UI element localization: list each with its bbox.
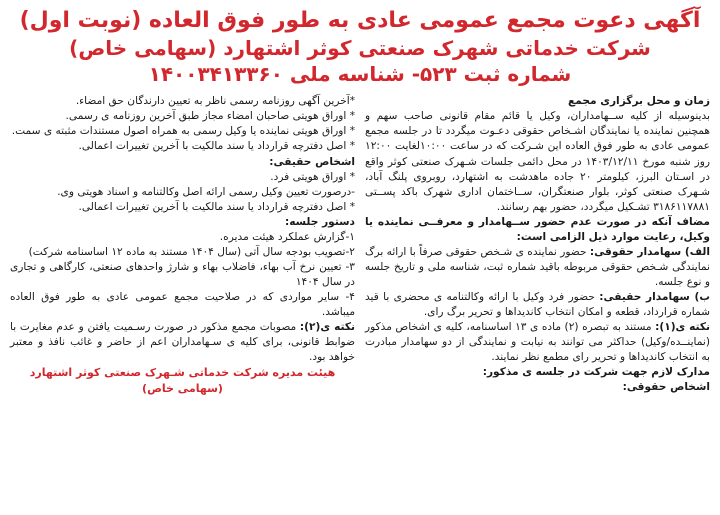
legal-shareholder-label: الف) سهامدار حقوقی: [589,245,710,258]
natural-shareholder-rule [365,290,710,320]
meeting-invitation-paragraph: بدینوسیله از کلیه ســهامداران، وکیل یا قائم مقام قانونی صاحب سهم و همچنین نماینده یا نمایندگان اشـخاص حقوقی دعـوت میگردد تا در جلسه مجمع عمومی عادی به طور فوق العاده این شـرکت که در ساعت ۱۰:۰۰لغایت ۱۲:۰۰ روز شنبه مورخ ۱۴۰۳/۱۲/۱۱ در محل دائمی جلسات شـهرک صنعتی کوثر واقع در اسـتان البرز، کیلومتر ۲۰ جاده ماهدشت به اشتهارد، روبروی پلنگ آباد، شـهرک صنعتی کوثر، بلوار صنعتگران، ســاختمان اداری شهرک باکد پســتی ۳۱۸۶۱۱۷۸۸۱ تشـکیل میگردد، حضور بهم رسانند. [365,110,710,213]
agenda-item: ۲-تصویب بودجه سال آتی (سال ۱۴۰۴ مستند به ماده ۱۲ اساسنامه شرکت) [28,245,355,258]
legal-shareholder-rule [365,245,710,290]
announcement-header [10,8,710,86]
left-column [10,94,355,396]
note-2-label: نکته ی(۲): [299,320,355,333]
legal-persons-heading: اشخاص حقوقی: [622,380,710,393]
title-line-3: شماره ثبت ۵۲۳- شناسه ملی ۱۴۰۰۳۴۱۳۳۶۰ [148,62,572,87]
note-1 [365,320,710,365]
agenda-item: ۱-گزارش عملکرد هیئت مدیره. [219,230,355,243]
note-1-text: مستند به تبصره (۲) ماده ی ۱۳ اساسنامه، کلیه ی اشخاص مذکور (نماینــده/وکیل) حداکثر می توانند به نیابت و نمایندگی از دو سهامدار مبادرت به انتخاب کاندیداها و تحریر رای مطمع نظر نمایند. [365,320,710,363]
note-2-text: مصوبات مجمع مذکور در صورت رسـمیت یافتن و عدم مغایرت با ضوابط قانونی، برای کلیه ی سـهامداران اعم از حاضر و غائب نافذ و معتبر خواهد بود. [10,320,355,363]
board-signature: هیئت مدیره شرکت خدماتی شـهرک صنعتی کوثر اشتهارد (سهامی خاص) [29,365,336,395]
body-columns [10,94,710,396]
natural-persons-heading: اشخاص حقیقی: [269,155,355,168]
right-column [365,94,710,396]
meeting-time-place-heading: زمان و محل برگزاری مجمع [568,95,710,108]
natural-doc-item: * اصل دفترچه قرارداد یا سند مالکیت با آخرین تغییرات اعمالی. [78,200,355,213]
agenda-heading: دستور جلسه: [284,215,355,228]
legal-doc-item: * اوراق هویتی نماینده یا وکیل رسمی به همراه اصول مستندات مثبته ی سمت. [11,125,355,138]
title-line-2: شرکت خدماتی شهرک صنعتی کوثر اشتهارد (سهامی خاص) [69,36,651,61]
legal-doc-item: * اوراق هویتی صاحبان امضاء مجاز طبق آخرین روزنامه ی رسمی. [65,110,355,123]
note-2 [10,320,355,365]
agenda-item: ۴- سایر مواردی که در صلاحیت مجمع عمومی عادی به طور فوق العاده میباشد. [10,290,355,318]
natural-shareholder-label: ب) سهامدار حقیقی: [599,290,710,303]
note-1-label: نکته ی(۱): [655,320,710,333]
natural-shareholder-text: حضور فرد وکیل با ارائه وکالتنامه ی محضری با قید شماره قرارداد، قطعه و امکان انتخاب کاندیداها و تحریر برگ رای. [365,290,710,318]
natural-doc-item: -درصورت تعیین وکیل رسمی ارائه اصل وکالتنامه و اسناد هویتی وی. [57,185,355,198]
absence-rules-heading: مضاف آنکه در صورت عدم حضور ســهامدار و معرفــی نماینده یا وکیل، رعایت موارد ذیل الزامی است: [365,215,710,243]
natural-doc-item: * اوراق هویتی فرد. [270,170,355,183]
legal-doc-item: *آخرین آگهی روزنامه رسمی ناظر به تعیین دارندگان حق امضاء. [75,95,355,108]
required-docs-heading: مدارک لازم جهت شرکت در جلسه ی مذکور: [482,365,710,378]
legal-shareholder-text: حضور نماینده ی شـخص حقوقی صرفاً با ارائه برگ نمایندگی شـخص حقوقی مربوطه باقید شماره ثبت، شناسه ملی و تاریخ جلسه و نوع جلسه. [365,245,710,288]
title-line-1: آگهی دعوت مجمع عمومی عادی به طور فوق العاده (نوبت اول) [19,8,701,33]
legal-doc-item: * اصل دفترچه قرارداد یا سند مالکیت با آخرین تغییرات اعمالی. [78,140,355,153]
agenda-item: ۳- تعیین نرخ آب بهاء، فاضلاب بهاء و شارژ واحدهای صنعتی، کارگاهی و تجاری در سال ۱۴۰۴ [10,260,355,288]
